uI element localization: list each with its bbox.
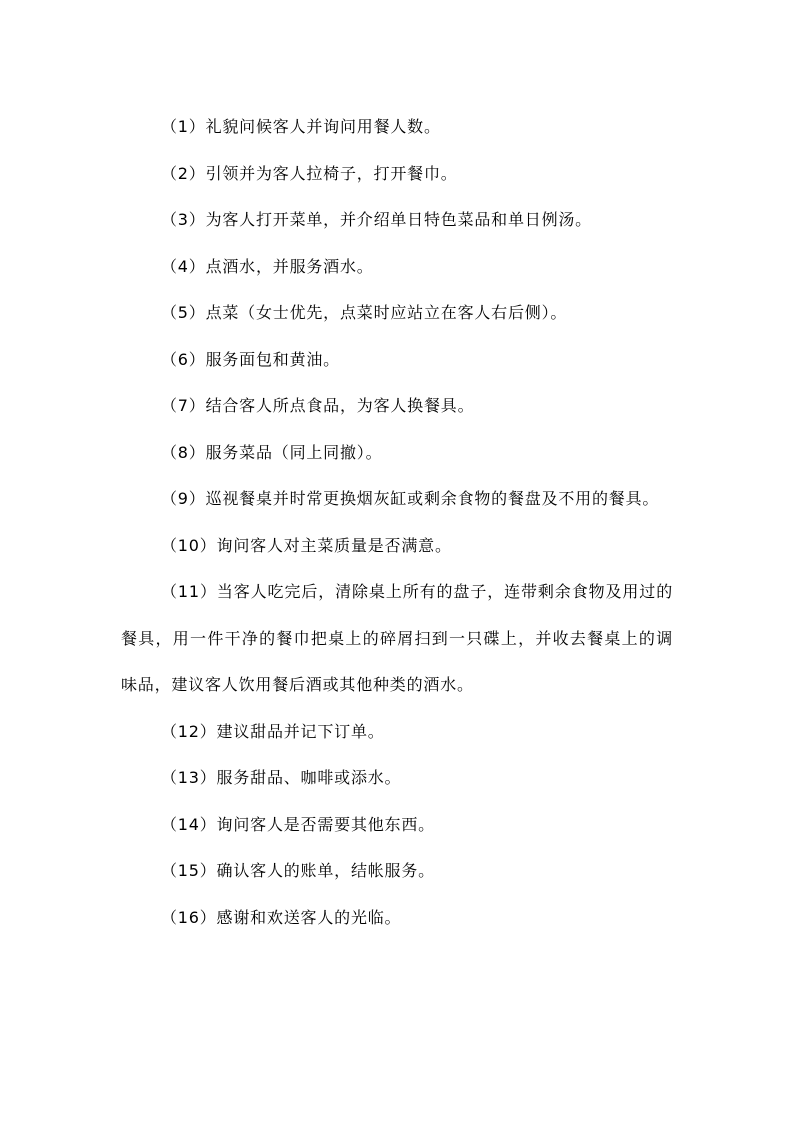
step-10-paragraph: （10）询问客人对主菜质量是否满意。 xyxy=(161,535,452,555)
step-2-paragraph: （2）引领并为客人拉椅子，打开餐巾。 xyxy=(161,163,458,183)
step-7-paragraph: （7）结合客人所点食品，为客人换餐具。 xyxy=(161,396,475,415)
step-9-paragraph: （9）巡视餐桌并时常更换烟灰缸或剩余食物的餐盘及不用的餐具。 xyxy=(161,489,660,508)
step-16-paragraph: （16）感谢和欢送客人的光临。 xyxy=(161,907,402,927)
step-8-paragraph: （8）服务菜品（同上同撤）。 xyxy=(161,442,383,462)
step-12-paragraph: （12）建议甜品并记下订单。 xyxy=(161,721,385,741)
step-6-paragraph: （6）服务面包和黄油。 xyxy=(161,349,340,369)
step-13-paragraph: （13）服务甜品、咖啡或添水。 xyxy=(161,768,402,787)
step-15-paragraph: （15）确认客人的账单，结帐服务。 xyxy=(161,861,435,880)
step-14-paragraph: （14）询问客人是否需要其他东西。 xyxy=(161,814,435,834)
step-5-paragraph: （5）点菜（女士优先，点菜时应站立在客人右后侧）。 xyxy=(161,303,568,322)
document-body xyxy=(121,104,673,941)
step-1-paragraph: （1）礼貌问候客人并询问用餐人数。 xyxy=(161,117,441,136)
step-11-paragraph: （11）当客人吃完后，清除桌上所有的盘子，连带剩余食物及用过的餐具，用一件干净的餐巾把桌上的碎屑扫到一只碟上，并收去餐桌上的调味品，建议客人饮用餐后酒或其他种类的酒水。 xyxy=(121,582,673,694)
step-4-paragraph: （4）点酒水，并服务酒水。 xyxy=(161,256,374,276)
step-3-paragraph: （3）为客人打开菜单，并介绍单日特色菜品和单日例汤。 xyxy=(161,210,592,229)
